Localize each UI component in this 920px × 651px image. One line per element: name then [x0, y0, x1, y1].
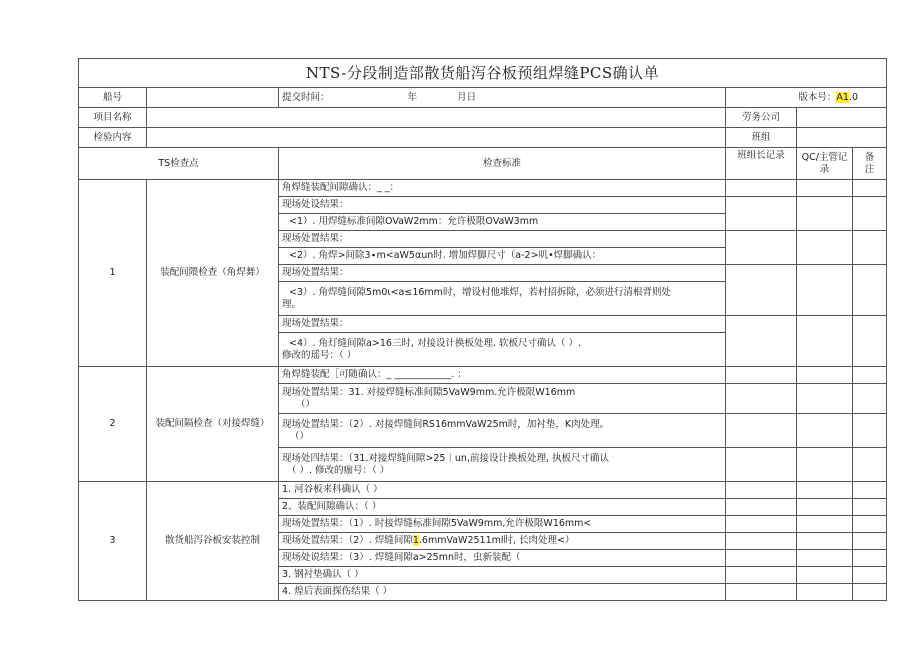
- section-1-line: 现场处设结果：: [279, 197, 726, 214]
- qc-record-cell[interactable]: [797, 367, 853, 384]
- version-cell: [726, 88, 887, 108]
- note-cell[interactable]: [853, 367, 887, 384]
- section-3-line: 4. 煌后表面探伤结果（ ）: [279, 584, 726, 601]
- section-1-line: <1）. 用焊缝标准间隙OVaW2mm：允许极限OVaW3mm: [279, 214, 726, 231]
- section-1-line: 现场处置结果：: [279, 231, 726, 248]
- qc-record-cell[interactable]: [797, 499, 853, 516]
- labor-company-value[interactable]: [797, 108, 887, 128]
- section-1-line: <4）. 角灯缝间隙a>16三时, 对接设计换板处理. 软板尺寸确认（ ）. 修改的瑶号：（ ）: [279, 333, 726, 367]
- team-record-cell[interactable]: [726, 448, 797, 482]
- section-2-line: 现场处四结果：（31.对接焊缝间隙>25｜un,前接设计换板处理, 执板尺寸确认 （ ）. 修改的痂号：（ ）: [279, 448, 726, 482]
- labor-company-label: 劳务公司: [726, 108, 797, 128]
- team-record-cell[interactable]: [726, 482, 797, 499]
- section-2-no: 2: [79, 367, 147, 482]
- submit-time-label: 提交时间：: [282, 91, 330, 103]
- team-record-cell[interactable]: [726, 231, 797, 265]
- qc-record-cell[interactable]: [797, 414, 853, 448]
- section-2-line: 现场处置结果：31. 对接焊缝标准间隙5VaW9mm.允许极限W16mm （）: [279, 384, 726, 414]
- project-name-label: 项目名称: [79, 108, 147, 128]
- team-record-cell[interactable]: [726, 567, 797, 584]
- team-record-cell[interactable]: [726, 584, 797, 601]
- section-1-no: 1: [79, 180, 147, 367]
- section-1-line: 现场处置结果：: [279, 265, 726, 282]
- qc-record-cell[interactable]: [797, 180, 853, 197]
- ship-no-value[interactable]: [147, 88, 279, 108]
- note-header: 备 注: [853, 148, 887, 180]
- section-2-line: 现场处置结果：（2）. 对接焊缝间RS16mmVaW25m时，加衬垫，K肉处理。 （）: [279, 414, 726, 448]
- note-cell[interactable]: [853, 448, 887, 482]
- qc-record-cell[interactable]: [797, 550, 853, 567]
- qc-record-cell[interactable]: [797, 197, 853, 231]
- note-cell[interactable]: [853, 550, 887, 567]
- highlight-mark: 1: [412, 535, 419, 547]
- team-record-cell[interactable]: [726, 533, 797, 550]
- team-record-cell[interactable]: [726, 414, 797, 448]
- section-1-line: <2）. 角焊>间除3∙m<aW5αun时. 增加焊脚尺寸（a-2>叽•焊脚确认：: [279, 248, 726, 265]
- version-highlight: A1: [836, 91, 849, 103]
- version-label: 版本号：: [798, 91, 837, 103]
- team-record-cell[interactable]: [726, 499, 797, 516]
- section-3-line: 现场处置结果：（2）. 焊缝间隙1.6mmVaW2511ml时, 长肉处理<）: [279, 533, 726, 550]
- version-suffix: .0: [848, 91, 858, 103]
- year-label: 年: [407, 91, 418, 103]
- team-record-cell[interactable]: [726, 265, 797, 316]
- note-cell[interactable]: [853, 197, 887, 231]
- qc-record-cell[interactable]: [797, 265, 853, 316]
- note-cell[interactable]: [853, 231, 887, 265]
- qc-record-cell[interactable]: [797, 384, 853, 414]
- standard-header: 检查标准: [279, 148, 726, 180]
- note-cell[interactable]: [853, 482, 887, 499]
- section-3-line: 现场处置结果：（1）. 时接焊缝标准间隙5VaW9mm,允许极限W16mm<: [279, 516, 726, 533]
- section-1-line: <3）. 角焊缝间隙5m0ι<a≤16mm时，增设村他堆焊，若村招拆除，必须进行清根背则处 理。: [279, 282, 726, 316]
- note-cell[interactable]: [853, 533, 887, 550]
- section-1-line: 现场处置结果：: [279, 316, 726, 333]
- note-cell[interactable]: [853, 516, 887, 533]
- section-3-line: 3. 钢衬垫确认（ ）: [279, 567, 726, 584]
- qc-header: QC/主管记 录: [797, 148, 853, 180]
- section-3-line: 现场处说结果：（3）. 焊缝间隙a>25mn时，虫新装配（: [279, 550, 726, 567]
- qc-record-cell[interactable]: [797, 567, 853, 584]
- note-cell[interactable]: [853, 180, 887, 197]
- team-record-cell[interactable]: [726, 384, 797, 414]
- qc-record-cell[interactable]: [797, 482, 853, 499]
- qc-record-cell[interactable]: [797, 231, 853, 265]
- team-record-cell[interactable]: [726, 550, 797, 567]
- team-value[interactable]: [797, 128, 887, 148]
- section-1-line: 角焊缝装配间隙确认：_ _：: [279, 180, 726, 197]
- form-table: [78, 58, 887, 601]
- note-cell[interactable]: [853, 414, 887, 448]
- inspection-content-value[interactable]: [147, 128, 726, 148]
- section-3-no: 3: [79, 482, 147, 601]
- project-name-value[interactable]: [147, 108, 726, 128]
- team-leader-header: 班组长记录: [726, 148, 797, 180]
- team-record-cell[interactable]: [726, 367, 797, 384]
- qc-record-cell[interactable]: [797, 316, 853, 367]
- ts-point-header: TS检查点: [79, 148, 279, 180]
- inspection-content-label: 检验内容: [79, 128, 147, 148]
- team-record-cell[interactable]: [726, 197, 797, 231]
- qc-record-cell[interactable]: [797, 516, 853, 533]
- team-record-cell[interactable]: [726, 316, 797, 367]
- note-cell[interactable]: [853, 499, 887, 516]
- team-label: 班组: [726, 128, 797, 148]
- section-1-point: 装配间隈检查（角焊舞）: [147, 180, 279, 367]
- confirmation-form: [78, 58, 886, 601]
- note-cell[interactable]: [853, 316, 887, 367]
- note-cell[interactable]: [853, 384, 887, 414]
- qc-record-cell[interactable]: [797, 448, 853, 482]
- note-cell[interactable]: [853, 584, 887, 601]
- team-record-cell[interactable]: [726, 516, 797, 533]
- month-day-label: 月日: [457, 91, 477, 103]
- section-3-line: 1. 河谷板来科确认（ ）: [279, 482, 726, 499]
- ship-no-label: 船号: [79, 88, 147, 108]
- section-2-point: 装配间隔检查（对接焊缝）: [147, 367, 279, 482]
- note-cell[interactable]: [853, 265, 887, 316]
- team-record-cell[interactable]: [726, 180, 797, 197]
- section-2-line: 角焊缝装配［可随确认：_ ____________. ：: [279, 367, 726, 384]
- submit-time-cell: [279, 88, 726, 108]
- qc-record-cell[interactable]: [797, 584, 853, 601]
- section-3-line: 2、装配间隙确认：（ ）: [279, 499, 726, 516]
- form-title: NTS-分段制造部散货船泻谷板预组焊缝PCS确认单: [79, 59, 887, 88]
- note-cell[interactable]: [853, 567, 887, 584]
- qc-record-cell[interactable]: [797, 533, 853, 550]
- section-3-point: 散货船泻谷板安装控制: [147, 482, 279, 601]
